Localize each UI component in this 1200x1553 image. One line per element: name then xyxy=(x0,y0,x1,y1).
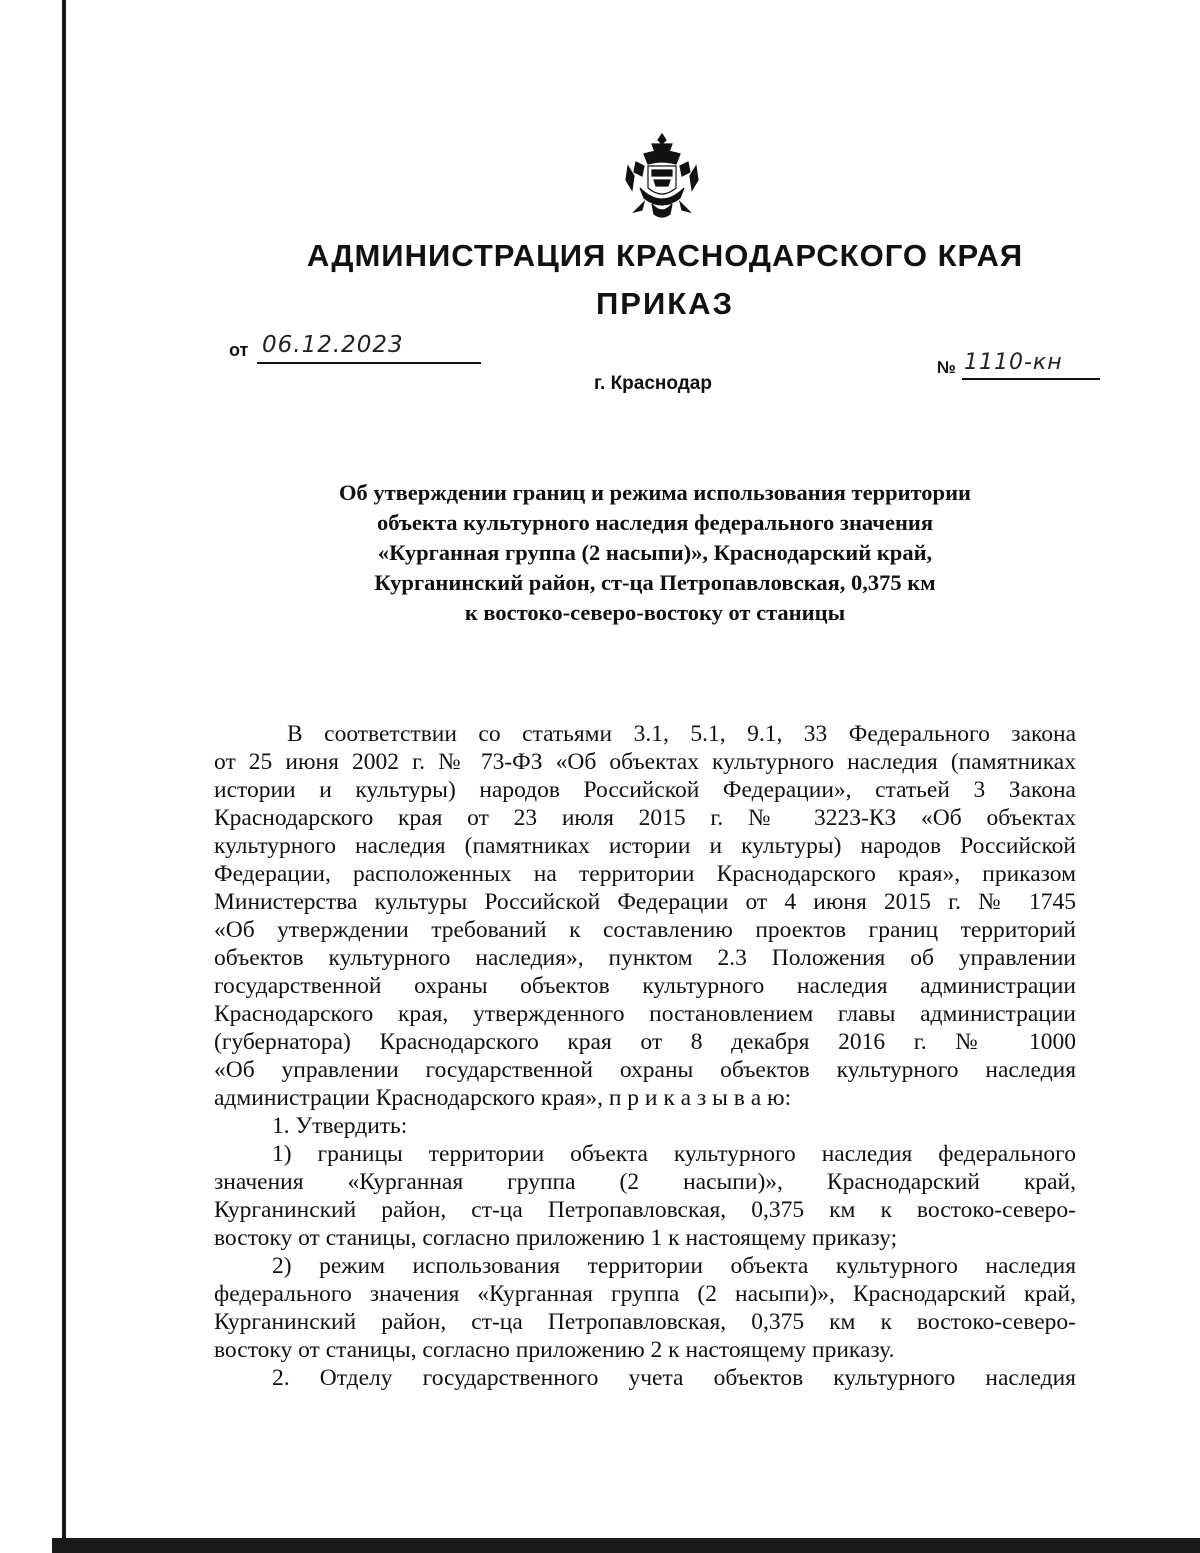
date-underline xyxy=(257,362,481,364)
body-line: Курганинский район, ст-ца Петропавловская, 0,375 км к востоко-северо- xyxy=(214,1197,1076,1223)
document-type: ПРИКАЗ xyxy=(596,286,734,321)
body-line: Курганинский район, ст-ца Петропавловская, 0,375 км к востоко-северо- xyxy=(214,1309,1076,1335)
number-label: № xyxy=(937,358,956,377)
body-line: 2. Отделу государственного учета объектов культурного наследия xyxy=(272,1365,1076,1391)
body-line: культурного наследия (памятниках истории и культуры) народов Российской xyxy=(214,833,1076,859)
date-label: от xyxy=(229,340,249,360)
body-line: объектов культурного наследия», пунктом 2.3 Положения об управлении xyxy=(214,945,1076,971)
organization-title: АДМИНИСТРАЦИЯ КРАСНОДАРСКОГО КРАЯ xyxy=(306,238,1024,273)
body-line: истории и культуры) народов Российской Федерации», статьей 3 Закона xyxy=(214,777,1076,803)
subject-line: к востоко-северо-востоку от станицы xyxy=(464,600,846,625)
scan-edge-bottom xyxy=(52,1538,1200,1553)
body-line: значения «Курганная группа (2 насыпи)», Краснодарский край, xyxy=(214,1169,1076,1195)
scan-edge-left xyxy=(62,0,66,1553)
body-line: Федерации, расположенных на территории Краснодарского края», приказом xyxy=(214,861,1076,887)
body-line: Краснодарского края, утвержденного постановлением главы администрации xyxy=(214,1001,1076,1027)
date-value: 06.12.2023 xyxy=(262,332,404,358)
city: г. Краснодар xyxy=(594,373,712,394)
body-line: востоку от станицы, согласно приложению 2 к настоящему приказу. xyxy=(214,1337,895,1363)
coat-of-arms-icon xyxy=(622,132,702,220)
body-line: Краснодарского края от 23 июля 2015 г. № 3223-КЗ «Об объектах xyxy=(214,805,1076,831)
body-line: от 25 июня 2002 г. № 73-ФЗ «Об объектах культурного наследия (памятниках xyxy=(214,749,1076,775)
body-line: администрации Краснодарского края», п р и к а з ы в а ю: xyxy=(214,1085,792,1111)
number-underline xyxy=(962,378,1100,380)
subject-line: объекта культурного наследия федерального значения xyxy=(376,510,934,535)
document-body xyxy=(214,720,1076,1392)
document-subject xyxy=(250,478,1060,628)
body-line: востоку от станицы, согласно приложению 1 к настоящему приказу; xyxy=(214,1225,898,1251)
subject-line: Об утверждении границ и режима использования территории xyxy=(338,480,972,505)
body-line: Министерства культуры Российской Федерации от 4 июня 2015 г. № 1745 xyxy=(214,889,1076,915)
body-line: 2) режим использования территории объекта культурного наследия xyxy=(272,1253,1076,1279)
body-line: 1. Утвердить: xyxy=(272,1113,408,1139)
body-line: 1) границы территории объекта культурного наследия федерального xyxy=(272,1141,1076,1167)
body-line: В соответствии со статьями 3.1, 5.1, 9.1, 33 Федерального закона xyxy=(287,721,1076,747)
body-line: «Об утверждении требований к составлению проектов границ территорий xyxy=(214,917,1076,943)
body-line: (губернатора) Краснодарского края от 8 декабря 2016 г. № 1000 xyxy=(214,1029,1076,1055)
subject-line: «Курганная группа (2 насыпи)», Краснодарский край, xyxy=(377,540,933,565)
body-line: федерального значения «Курганная группа (2 насыпи)», Краснодарский край, xyxy=(214,1281,1076,1307)
subject-line: Курганинский район, ст-ца Петропавловская, 0,375 км xyxy=(374,570,936,595)
body-line: государственной охраны объектов культурного наследия администрации xyxy=(214,973,1076,999)
number-value: 1110-кн xyxy=(964,350,1063,375)
body-line: «Об управлении государственной охраны объектов культурного наследия xyxy=(214,1057,1076,1083)
